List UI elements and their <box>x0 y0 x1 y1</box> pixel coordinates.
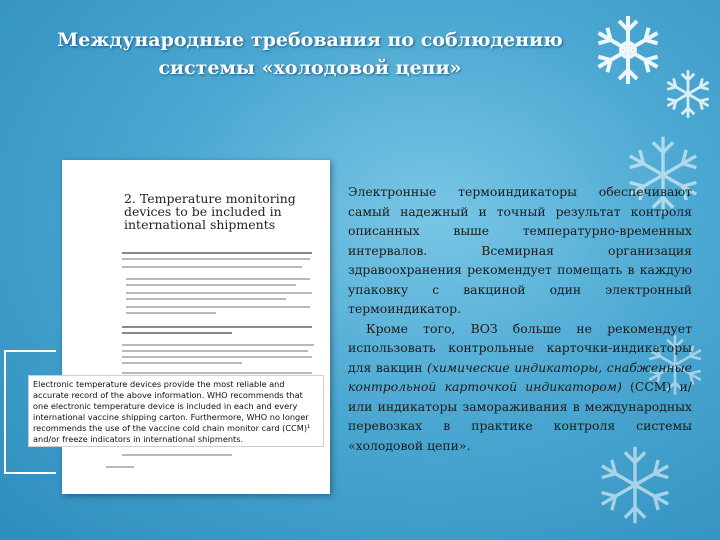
document-text-line <box>122 332 232 334</box>
paragraph-2-end: (ССМ) и/или индикаторы замораживания в международных перевозках в практике контроля системы «холодовой цепи». <box>348 379 692 453</box>
document-text-line <box>122 258 310 260</box>
document-text-line <box>126 306 310 308</box>
document-text-line <box>126 298 286 300</box>
document-text-line <box>122 266 302 268</box>
document-text-line <box>122 252 312 254</box>
document-text-line <box>122 356 312 358</box>
document-text-line <box>126 312 216 314</box>
document-heading: 2. Temperature monitoring devices to be included in international shipments <box>124 191 296 232</box>
document-text-line <box>122 454 232 456</box>
document-text-line <box>122 362 242 364</box>
paragraph-2 <box>348 319 692 456</box>
document-text-line <box>126 292 312 294</box>
callout-quote: Electronic temperature devices provide the most reliable and accurate record of the above information. WHO recommends that one electronic temperature device is included in each and every international vaccine shipping carton. Furthermore, WHO no longer recommends the use of the vaccine cold chain monitor card (CCM)¹ and/or freeze indicators in international shipments. <box>28 375 324 447</box>
document-text-line <box>122 344 314 346</box>
document-text-line <box>106 466 134 468</box>
document-text-line <box>126 278 310 280</box>
slide-title <box>0 26 620 82</box>
paragraph-1: Электронные термоиндикаторы обеспечивают самый надежный и точный результат контроля описанных выше температурно-временных интервалов. Всемирная организация здравоохранения рекомендует помещать в каждую упаковку с вакциной один электронный термоиндикатор. <box>348 184 692 316</box>
slide-title-line2: системы «холодовой цепи» <box>158 57 462 79</box>
paragraph-2-italic: (химические индикаторы, снабженные контрольной карточкой индикатором) <box>348 359 692 394</box>
document-text-line <box>122 372 312 374</box>
slide-title-line1: Международные требования по соблюдению <box>57 29 563 51</box>
document-text-line <box>122 350 308 352</box>
paragraph-2-start: Кроме того, ВОЗ больше не рекомендует использовать контрольные карточки-индикаторы для вакцин <box>348 320 692 375</box>
body-text <box>348 182 692 455</box>
snowflake-icon <box>660 66 716 122</box>
document-text-line <box>126 284 296 286</box>
document-text-line <box>122 326 312 328</box>
